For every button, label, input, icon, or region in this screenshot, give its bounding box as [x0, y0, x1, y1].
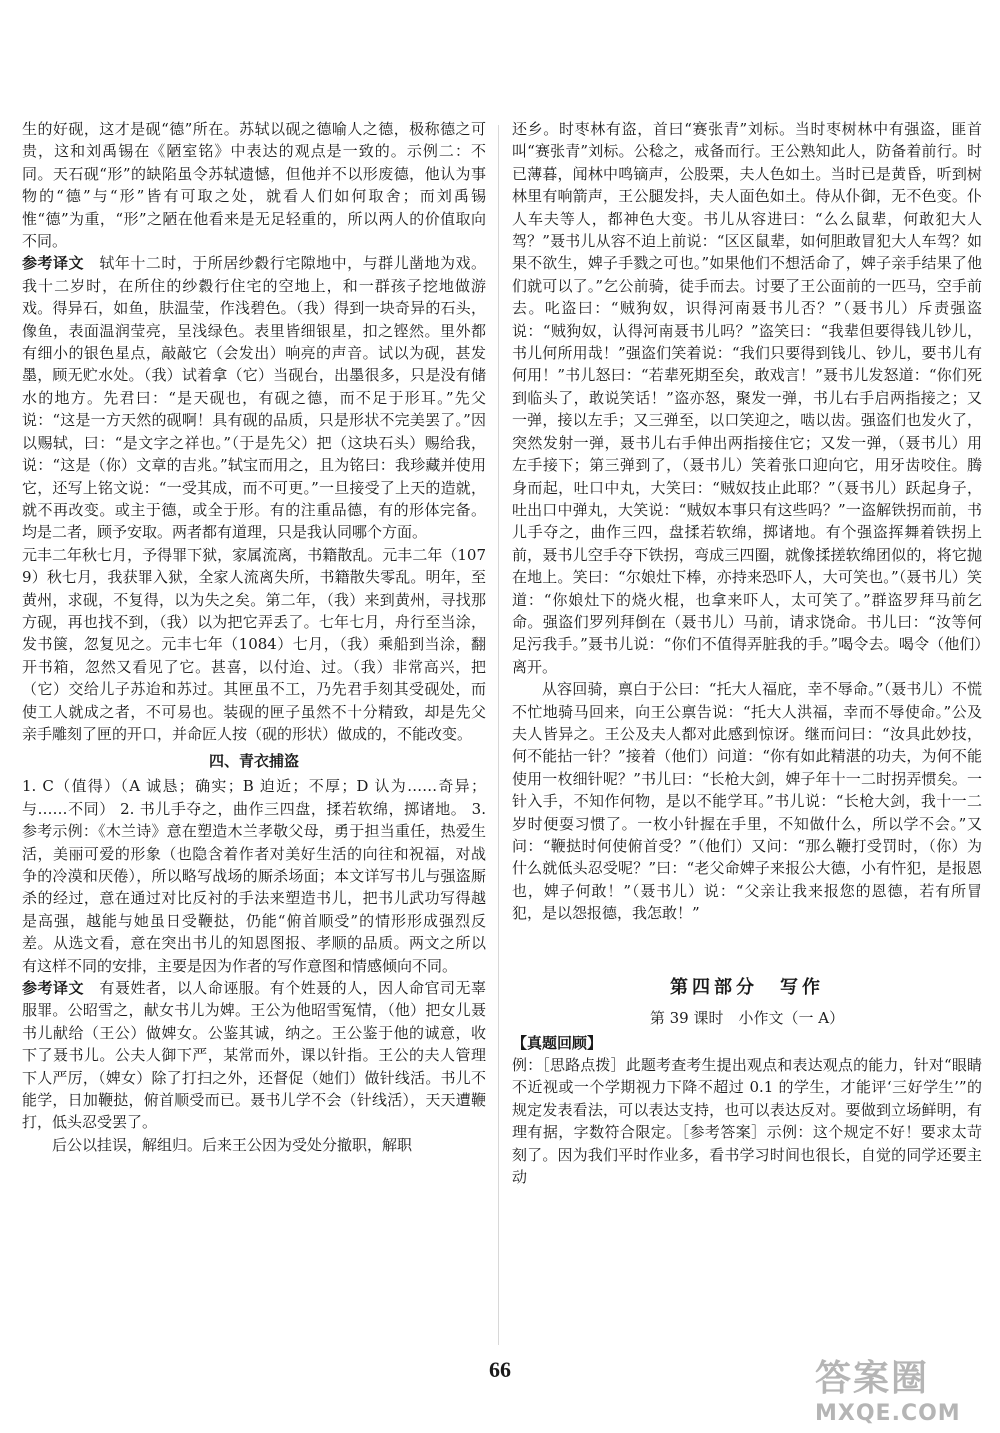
page-number: 66 [489, 1357, 511, 1382]
lesson-title: 第 39 课时 小作文（一 A） [649, 1008, 845, 1027]
paragraph: 从容回骑，禀白于公曰：“托大人福庇，幸不辱命。”（聂书儿）不慌不忙地骑马回来，向王公禀告说：“托大人洪福，幸而不辱使命。”公及夫人皆异之。王公及夫人都对此感到惊讶。继而问曰：“汝具此妙技，何不能拈一针？”接着（他们）问道：“你有如此精湛的功夫，为何不能使用一枚细针呢？”书儿曰：“长枪大剑，婢子年十一二时拐弄惯矣。一针入手，不知作何物，是以不能学耳。”书儿说：“长枪大剑，我十一二岁时便耍习惯了。一枚小针握在手里，不知做什么，所以学不会。”又问：“鞭挞时何使俯首受？”（他们）又问：“那么鞭打受罚时，（你）为什么就低头忍受呢？”曰：“老父命婢子来报公大德，小有忤犯，是报恩也，婢子何敢！”（聂书儿）说：“父亲让我来报您的恩德，若有所冒犯，是以怨报德，我怎敢！” [512, 680, 982, 923]
label-reference-translation: 参考译文 [22, 254, 84, 273]
right-column [512, 118, 982, 1188]
paragraph: 1. C（值得）（A 诚恳；确实；B 迫近；不厚；D 认为……奇异；与……不同） 2. 书儿手夺之，曲作三四盘，揉若软绵，掷诸地。 3. 参考示例：《木兰诗》意在塑造木兰孝敬父母，勇于担当重任，热爱生活，美丽可爱的形象（也隐含着作者对美好生活的向往和祝福，对战争的冷漠和厌倦），所以略写战场的厮杀场面；本文详写书儿与强盗厮杀的经过，意在通过对比反衬的手法来塑造书儿，把书儿武功写得越是高强，越能与她虽日受鞭挞，仍能“俯首顺受”的情形形成强烈反差。从选文看，意在突出书儿的知恩图报、孝顺的品质。两文之所以有这样不同的安排，主要是因为作者的写作意图和情感倾向不同。 [22, 777, 486, 975]
paragraph: 还乡。时枣林有盗，首曰“赛张青”刘标。当时枣树林中有强盗，匪首叫“赛张青”刘标。公稔之，戒备而行。王公熟知此人，防备着前行。时已薄暮，闻林中鸣镝声，公股栗，夫人色如土。当时已是黄昏，听到树林里有响箭声，王公腿发抖，夫人面色如土。侍从仆御，无不色变。仆人车夫等人，都神色大变。书儿从容进曰：“么么鼠辈，何敢犯大人驾？”聂书儿从容不迫上前说：“区区鼠辈，如何胆敢冒犯大人车驾？如果不欲生，婢子手戮之可也。”如果他们不想活命了，婢子亲手结果了他们就可以了。”乞公前骑，徒手而去。讨要了王公面前的一匹马，空手前去。叱盗曰：“贼狗奴，识得河南聂书儿否？”（聂书儿）斥责强盗说：“贼狗奴，认得河南聂书儿吗？”盗笑曰：“我辈但要得钱儿钞儿，书儿何所用哉！”强盗们笑着说：“我们只要得到钱儿、钞儿，要书儿有何用！”书儿怒曰：“若辈死期至矣，敢戏言！”聂书儿发怒道：“你们死到临头了，敢说笑话！”盗亦怒，聚发一弹，书儿右手启两指接之；又一弹，接以左手；又三弹至，以口笑迎之，啮以齿。强盗们也发火了，突然发射一弹，聂书儿右手伸出两指接住它；又发一弹，（聂书儿）用左手接下；第三弹到了，（聂书儿）笑着张口迎向它，用牙齿咬住。腾身而起，吐口中丸，大笑曰：“贼奴技止此耶？”（聂书儿）跃起身子，吐出口中弹丸，大笑说：“贼奴本事只有这些吗？”一盗解铁拐而前，书儿手夺之，曲作三四，盘揉若软绵，掷诸地。有个强盗挥舞着铁拐上前，聂书儿空手夺下铁拐，弯成三四圈，就像揉搓软绵团似的，将它抛在地上。笑曰：“尔娘灶下棒，亦持来恐吓人，大可笑也。”（聂书儿）笑道：“你娘灶下的烧火棍，也拿来吓人，太可笑了。”群盗罗拜马前乞命。强盗们罗列拜倒在（聂书儿）马前，请求饶命。书儿曰：“汝等何足污我手。”聂书儿说：“你们不值得弄脏我的手。”喝令去。喝令（他们）离开。 [512, 120, 982, 676]
label-reference-translation: 参考译文 [22, 979, 84, 998]
part-title: 第四部分 写作 [670, 976, 824, 998]
left-column [22, 118, 486, 1156]
watermark-text-en: MXQE.COM [815, 1401, 961, 1426]
paragraph-text: 轼年十二时，于所居纱縠行宅隙地中，与群儿凿地为戏。我十二岁时，在所住的纱縠行住宅的空地上，和一群孩子挖地做游戏。得异石，如鱼，肤温莹，作浅碧色。（我）得到一块奇异的石头，像鱼，表面温润莹亮，呈浅绿色。表里皆细银星，扣之铿然。里外都有细小的银色星点，敲敲它（会发出）响亮的声音。试以为砚，甚发墨，顾无贮水处。（我）试着拿（它）当砚台，出墨很多，只是没有储水的地方。先君曰：“是天砚也，有砚之德，而不足于形耳。”先父说：“这是一方天然的砚啊！具有砚的品质，只是形状不完美罢了。”因以赐轼，曰：“是文字之祥也。”（于是先父）把（这块石头）赐给我，说：“这是（你）文章的吉兆。”轼宝而用之，且为铭曰：我珍藏并使用它，还写上铭文说：“一受其成，而不可更。”一旦接受了上天的造就，就不再改变。或主于德，或全于形。有的注重品德，有的形体完备。均是二者，顾予安取。两者都有道理，只是我认同哪个方面。 [22, 254, 486, 542]
paragraph-text: 有聂姓者，以人命诬服。有个姓聂的人，因人命官司无辜服罪。公昭雪之，献女书儿为婢。王公为他昭雪冤情，（他）把女儿聂书儿献给（王公）做婢女。公鉴其诚，纳之。王公鉴于他的诚意，收下了聂书儿。公夫人御下严，某常而外，课以针指。王公的夫人管理下人严厉，（婢女）除了打扫之外，还督促（她们）做针线活。书儿不能学，日加鞭挞，俯首顺受而已。聂书儿学不会（针线活），天天遭鞭打，低头忍受罢了。 [22, 979, 486, 1132]
paragraph: 元丰二年秋七月，予得罪下狱，家属流离，书籍散乱。元丰二年（1079）秋七月，我获罪入狱，全家人流离失所，书籍散失零乱。明年，至黄州，求砚，不复得，以为失之矣。第二年，（我）来到黄州，寻找那方砚，再也找不到，（我）以为把它弄丢了。七年七月，舟行至当涂，发书箧，忽复见之。元丰七年（1084）七月，（我）乘船到当涂，翻开书箱，忽然又看见了它。甚喜，以付迨、过。（我）非常高兴，把（它）交给儿子苏迨和苏过。其匣虽不工，乃先君手刻其受砚处，而使工人就成之者，不可易也。装砚的匣子虽然不十分精致，却是先父亲手雕刻了匣的开口，并命匠人按（砚的形状）做成的，不能改变。 [22, 545, 486, 743]
section-tag: 【真题回顾】 [512, 1033, 603, 1052]
paragraph: 例：［思路点拨］此题考查考生提出观点和表达观点的能力，针对“眼睛不近视或一个学期视力下降不超过 0.1 的学生，才能评‘三好学生’”的规定发表看法，可以表达支持，也可以表达反对。要做到立场鲜明，有理有据，字数符合限定。［参考答案］示例：这个规定不好！要求太苛刻了。因为我们平时作业多，看书学习时间也很长，自觉的同学还要主动 [512, 1056, 982, 1187]
paragraph: 生的好砚，这才是砚“德”所在。苏轼以砚之德喻人之德，极称德之可贵，这和刘禹锡在《陋室铭》中表达的观点是一致的。示例二：不同。天石砚“形”的缺陷虽令苏轼遗憾，但他并不以形废德，他认为事物的“德”与“形”皆有可取之处，就看人们如何取舍；而刘禹锡惟“德”为重，“形”之陋在他看来是无足轻重的，所以两人的价值取向不同。 [22, 120, 486, 251]
paragraph: 后公以挂误，解组归。后来王公因为受处分撤职，解职 [52, 1135, 413, 1154]
watermark-logo [815, 1350, 990, 1430]
watermark-text-cn: 答案圈 [815, 1358, 930, 1399]
paragraph [22, 252, 486, 543]
column-divider [498, 125, 499, 1345]
section-heading: 四、青衣捕盗 [208, 752, 299, 771]
paragraph [22, 977, 486, 1134]
